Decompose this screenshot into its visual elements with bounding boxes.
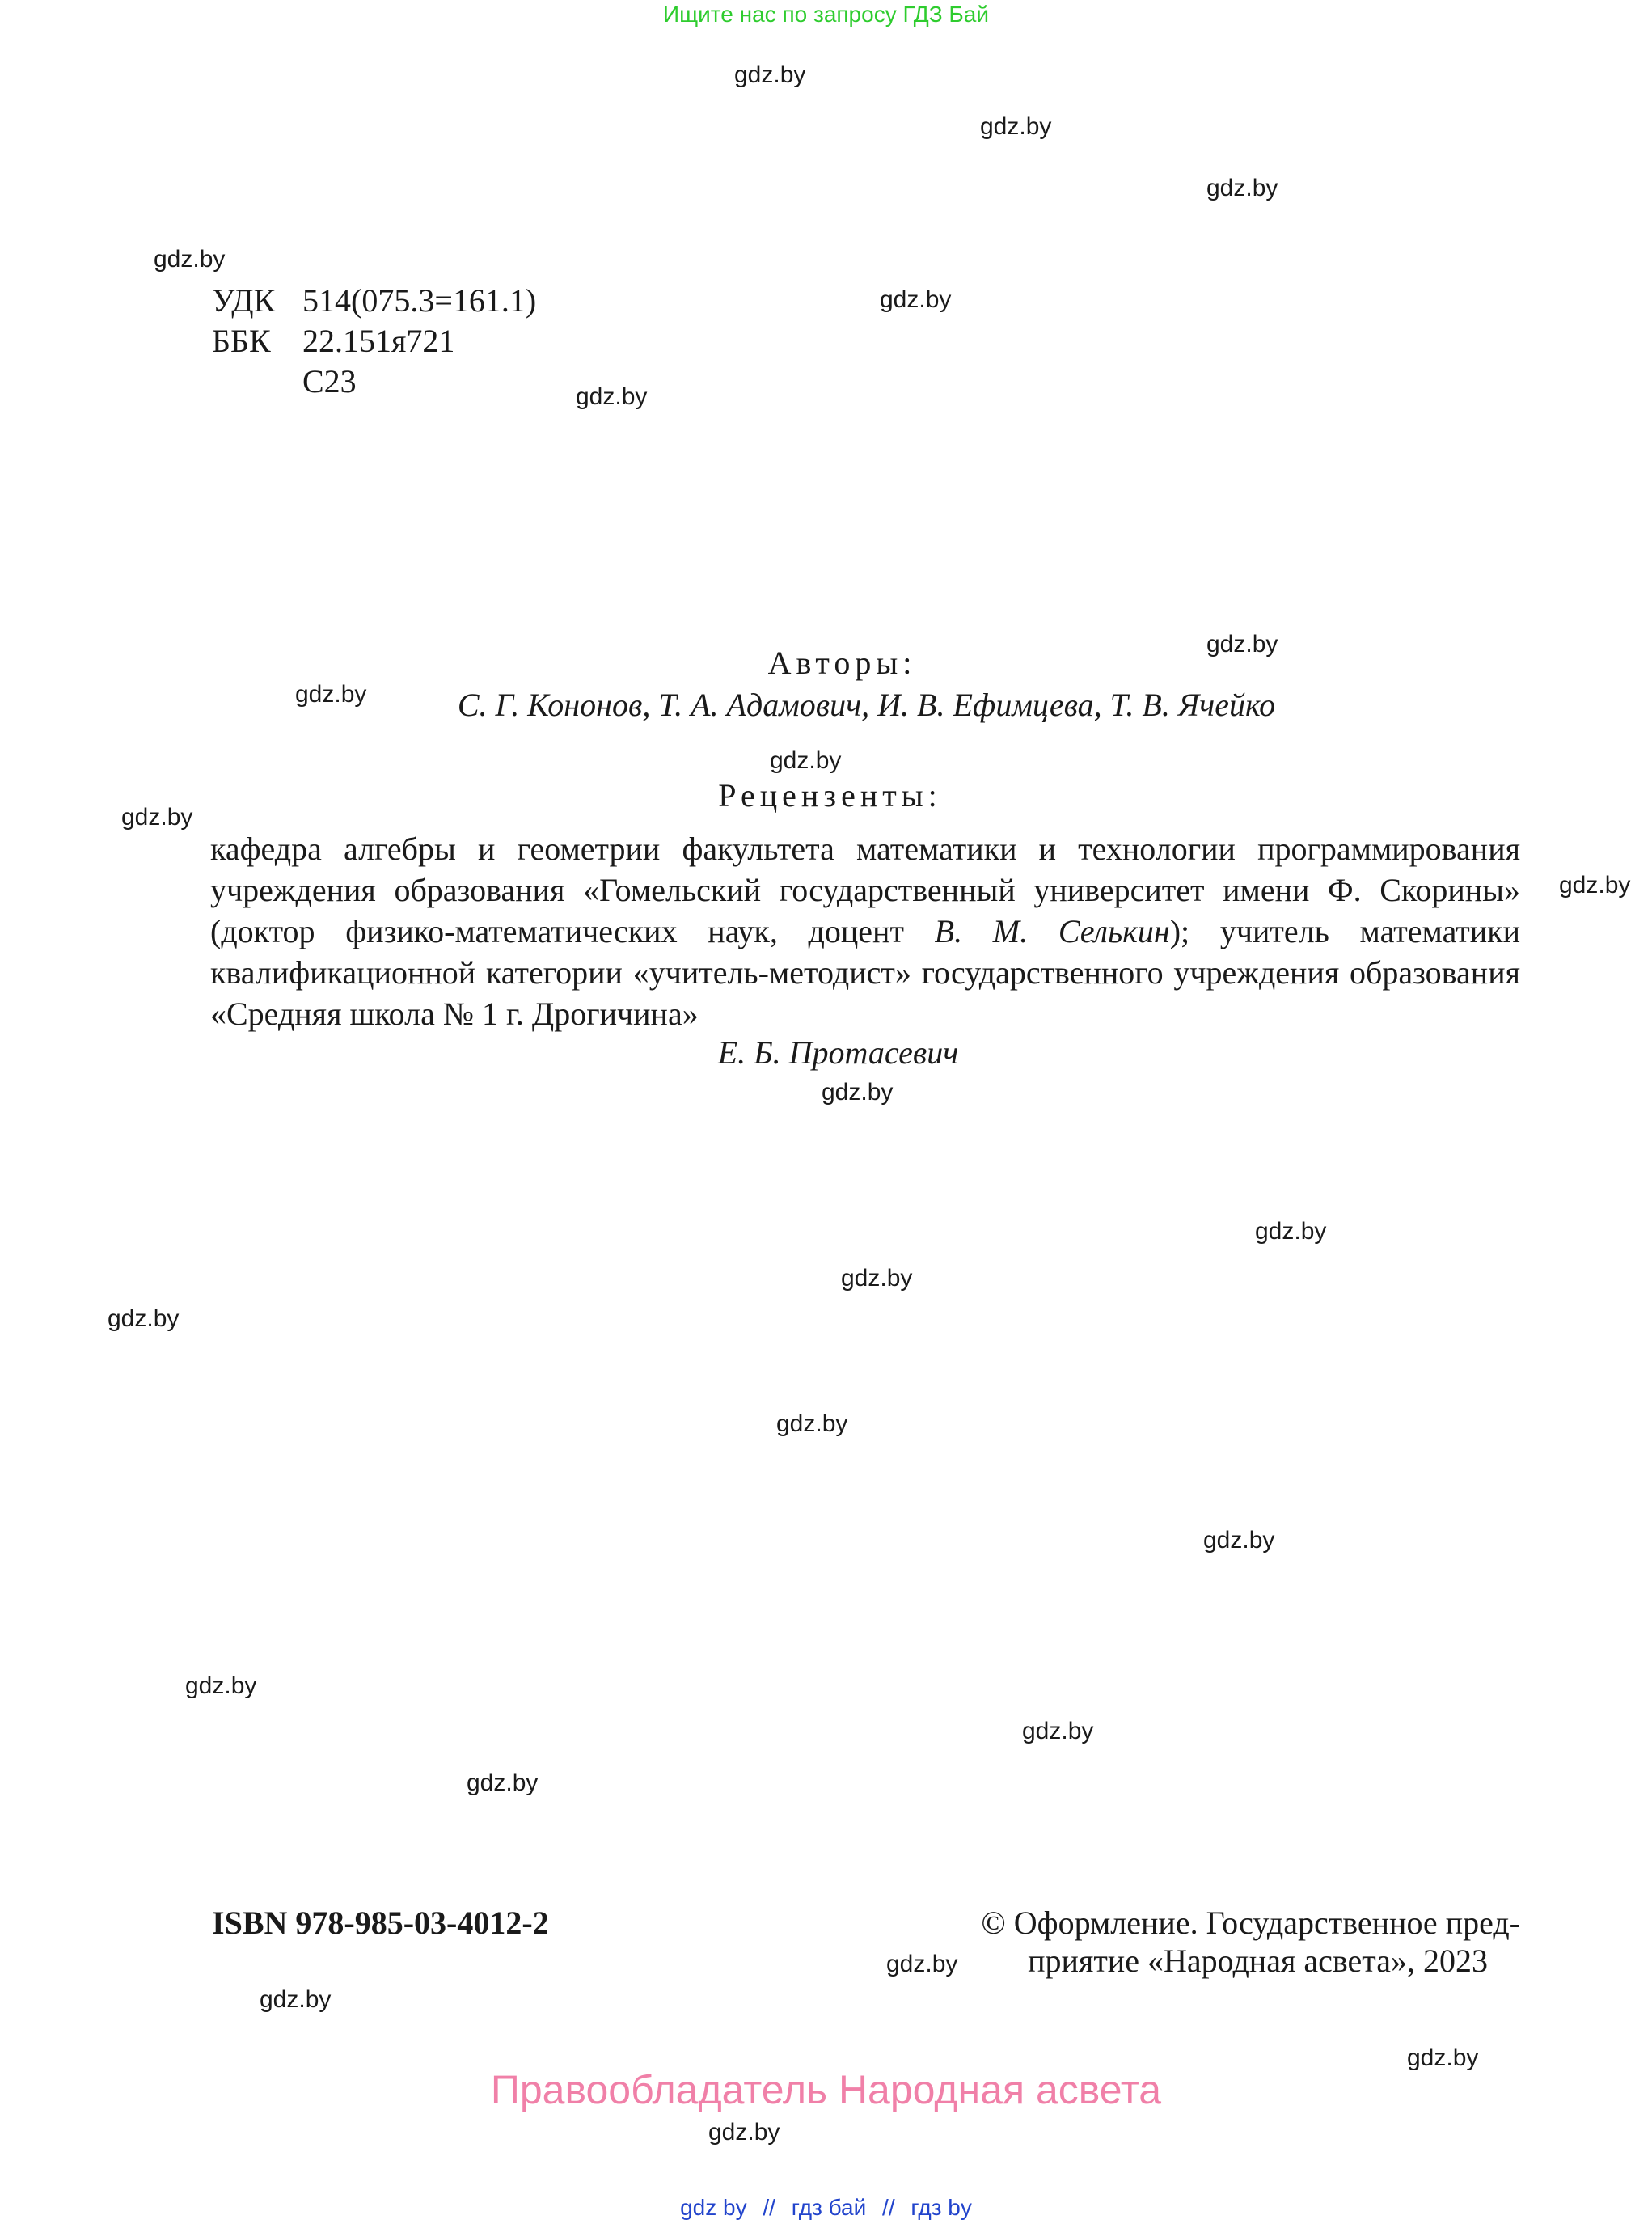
isbn: ISBN 978-985-03-4012-2 — [212, 1905, 549, 1941]
copyright-notice — [946, 1904, 1520, 1980]
watermark: gdz.by — [185, 1672, 257, 1699]
footer-link-gdz-by-cyr[interactable]: гдз by — [911, 2195, 972, 2220]
watermark: gdz.by — [108, 1305, 180, 1332]
authors-heading: Авторы: — [767, 645, 917, 681]
watermark: gdz.by — [1407, 2044, 1479, 2071]
footer-separator: // — [763, 2195, 775, 2220]
reviewers-text — [210, 828, 1520, 1034]
watermark: gdz.by — [770, 747, 842, 774]
watermark: gdz.by — [880, 286, 952, 313]
footer-link-gdz-by[interactable]: gdz by — [680, 2195, 747, 2220]
watermark: gdz.by — [1206, 175, 1278, 201]
watermark: gdz.by — [1559, 872, 1631, 898]
reviewer-name-1: В. М. Селькин — [934, 913, 1170, 949]
rights-holder-notice: Правообладатель Народная асвета — [490, 2067, 1162, 2112]
watermark: gdz.by — [776, 1410, 848, 1437]
reviewers-text-part2: ); учитель математики квалификационной категории «учитель-методист» государственного учреждения образования «Средняя школа № 1 г. Дрогичина» — [210, 913, 1521, 1032]
copyright-line-2: приятие «Народная асвета», 2023 — [1028, 1943, 1488, 1979]
watermark: gdz.by — [260, 1986, 332, 2013]
watermark: gdz.by — [1022, 1718, 1094, 1744]
reviewers-text-part1: кафедра алгебры и геометрии факультета математики и технологии программирования учреждения образования «Гомельский государственный университет имени Ф. Скорины» (доктор физико-математических наук, доцент — [210, 831, 1520, 949]
watermark: gdz.by — [121, 804, 193, 831]
authors-names: С. Г. Кононов, Т. А. Адамович, И. В. Ефимцева, Т. В. Ячейко — [457, 687, 1276, 723]
copyright-line-1: © Оформление. Государственное пред- — [981, 1905, 1520, 1941]
watermark: gdz.by — [1203, 1527, 1275, 1554]
watermark: gdz.by — [822, 1079, 894, 1106]
watermark: gdz.by — [841, 1265, 913, 1292]
reviewers-heading: Рецензенты: — [718, 777, 942, 814]
author-code: С23 — [302, 363, 357, 400]
bbk-value: 22.151я721 — [302, 323, 455, 359]
watermark: gdz.by — [576, 383, 648, 410]
udk-label: УДК — [212, 282, 276, 319]
watermark: gdz.by — [980, 113, 1052, 140]
watermark: gdz.by — [734, 61, 806, 88]
reviewer-name-2: Е. Б. Протасевич — [717, 1034, 959, 1071]
bbk-line — [212, 322, 454, 360]
bbk-label: ББК — [212, 323, 271, 359]
top-banner-link[interactable]: Ищите нас по запросу ГДЗ Бай — [662, 2, 990, 27]
watermark: gdz.by — [295, 681, 367, 708]
watermark: gdz.by — [154, 246, 226, 273]
udk-line — [212, 281, 536, 319]
footer-separator: // — [882, 2195, 895, 2220]
watermark: gdz.by — [1255, 1218, 1327, 1245]
udk-value: 514(075.3=161.1) — [302, 282, 537, 319]
watermark: gdz.by — [1206, 631, 1278, 657]
watermark: gdz.by — [708, 2119, 780, 2146]
footer-link-gdz-bai[interactable]: гдз бай — [791, 2195, 867, 2220]
footer-links — [0, 2195, 1652, 2221]
watermark: gdz.by — [886, 1951, 958, 1977]
watermark: gdz.by — [467, 1769, 539, 1796]
